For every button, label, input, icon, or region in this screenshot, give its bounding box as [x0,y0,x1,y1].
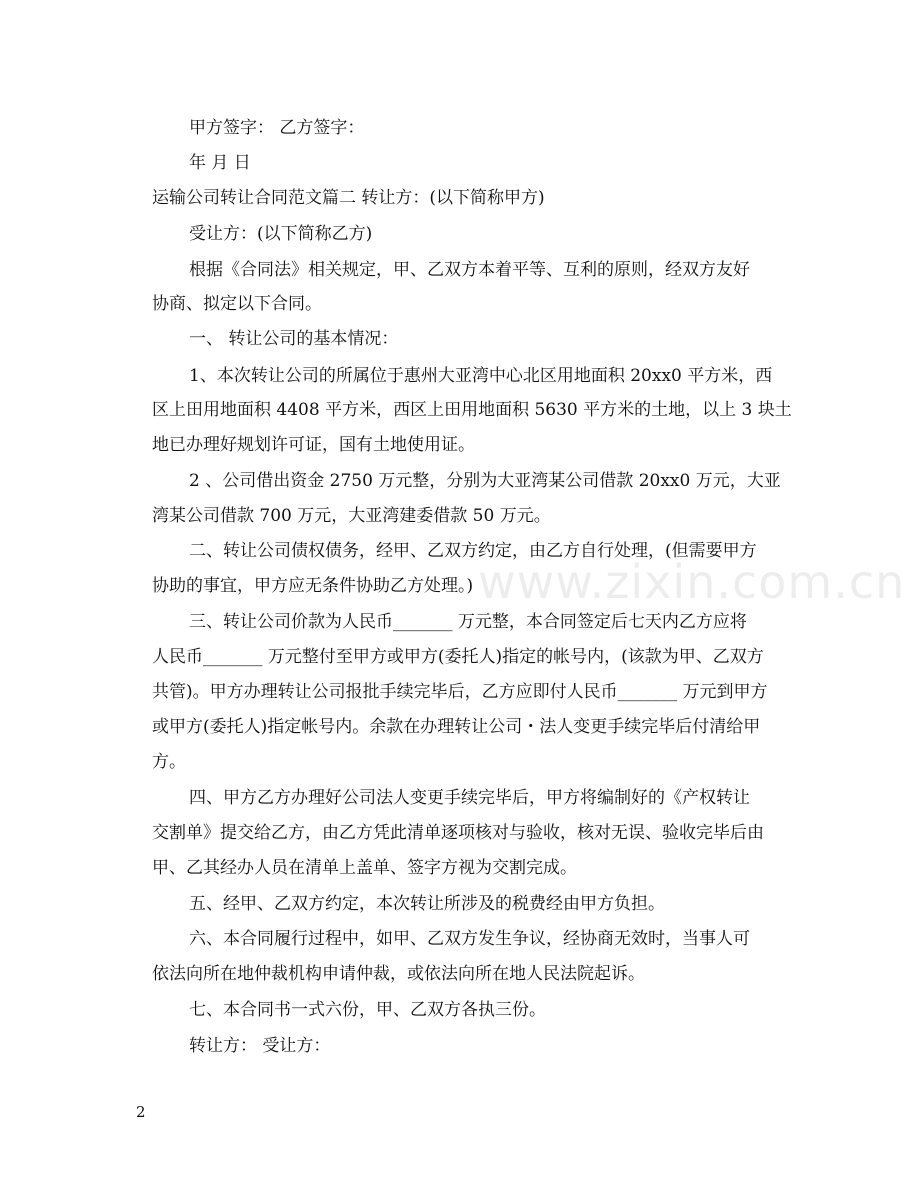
paragraph-line: 协助的事宜，甲方应无条件协助乙方处理。) [152,576,474,596]
paragraph-line: 交割单》提交给乙方，由乙方凭此清单逐项核对与验收，核对无误、验收完毕后由 [152,823,764,843]
paragraph-line: 三、转让公司价款为人民币_______ 万元整，本合同签定后七天内乙方应将 [189,612,747,632]
paragraph-line: 七、本合同书一式六份，甲、乙双方各执三份。 [189,1000,546,1020]
paragraph-line: 五、经甲、乙双方约定，本次转让所涉及的税费经由甲方负担。 [189,894,665,914]
paragraph-line: 四、甲方乙方办理好公司法人变更手续完毕后，甲方将编制好的《产权转让 [189,788,750,808]
section-heading: 一、 转让公司的基本情况： [189,329,399,349]
paragraph-line: 甲、乙其经办人员在清单上盖单、签字方视为交割完成。 [152,858,577,878]
paragraph-line: 协商、拟定以下合同。 [152,294,322,314]
paragraph-line: 依法向所在地仲裁机构申请仲裁，或依法向所在地人民法院起诉。 [152,964,645,984]
paragraph-line: 方。 [152,752,186,772]
paragraph-line: 共管)。甲方办理转让公司报批手续完毕后，乙方应即付人民币_______ 万元到甲方 [152,682,768,702]
paragraph-line: 人民币_______ 万元整付至甲方或甲方(委托人)指定的帐号内，(该款为甲、乙双方 [152,647,764,667]
signature-line: 转让方： 受让方： [189,1036,331,1056]
paragraph-line: 区上田用地面积 4408 平方米，西区上田用地面积 5630 平方米的土地，以上 3 块土 [152,400,792,420]
paragraph-line: 2 、公司借出资金 2750 万元整，分别为大亚湾某公司借款 20xx0 万元，大亚 [189,471,781,491]
date-line: 年 月 日 [189,153,251,173]
page-number: 2 [136,1103,146,1121]
paragraph-line: 地已办理好规划许可证，国有土地使用证。 [152,435,475,455]
signature-line: 甲方签字： 乙方签字： [189,118,365,138]
paragraph-line: 湾某公司借款 700 万元，大亚湾建委借款 50 万元。 [152,506,551,526]
paragraph-line: 或甲方(委托人)指定帐号内。余款在办理转让公司・法人变更手续完毕后付清给甲 [152,717,761,737]
paragraph-line: 六、本合同履行过程中，如甲、乙双方发生争议，经协商无效时，当事人可 [189,929,750,949]
paragraph-line: 1、本次转让公司的所属位于惠州大亚湾中心北区用地面积 20xx0 平方米，西 [189,366,773,386]
paragraph-line: 根据《合同法》相关规定，甲、乙双方本着平等、互利的原则，经双方友好 [189,260,750,280]
watermark: www.zixin.com.cn [478,555,906,609]
section-title-line: 运输公司转让合同范文篇二 转让方：(以下简称甲方) [152,188,545,208]
paragraph-line: 二、转让公司债权债务，经甲、乙双方约定，由乙方自行处理，(但需要甲方 [189,541,757,561]
transferee-line: 受让方：(以下简称乙方) [189,224,373,244]
